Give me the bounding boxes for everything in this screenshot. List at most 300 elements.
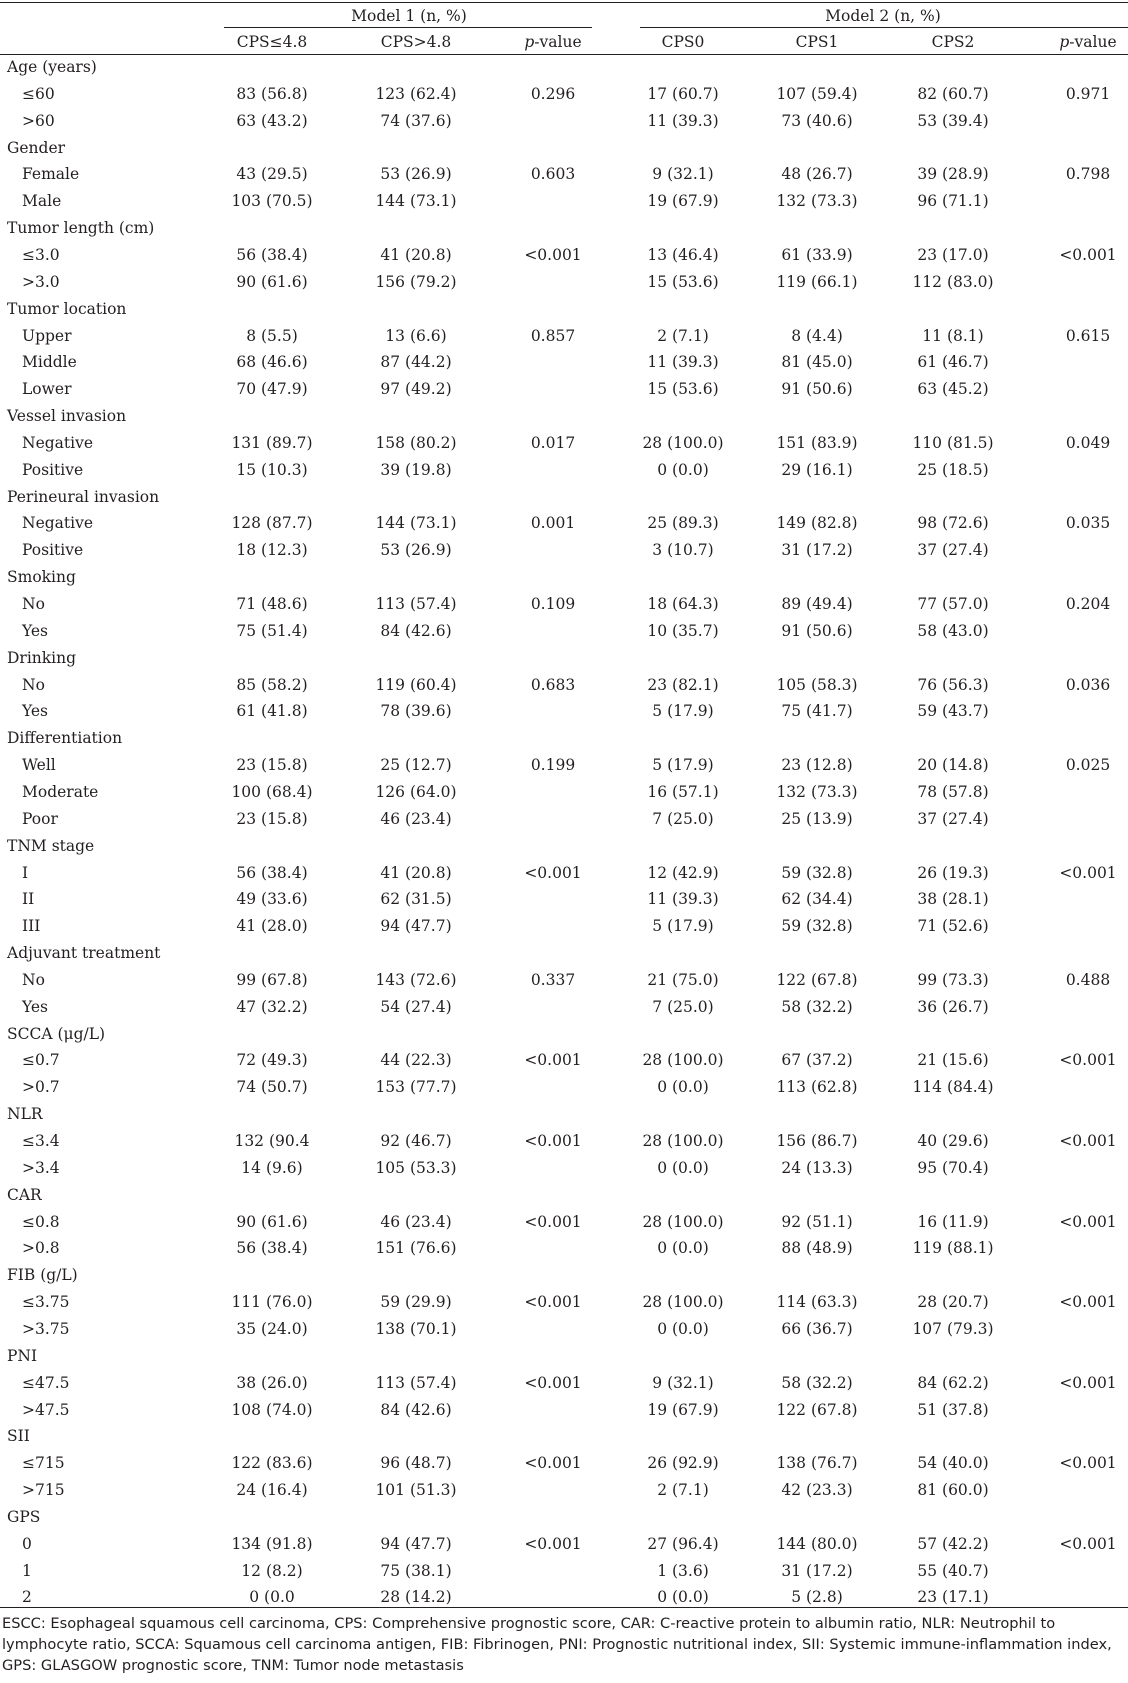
cell-cps0: 23 (82.1) — [647, 676, 719, 694]
row-sublabel: Yes — [22, 998, 49, 1016]
cell-cps2: 77 (57.0) — [917, 595, 989, 613]
cell-cps-le-4-8: 56 (38.4) — [236, 246, 308, 264]
table-footnote: ESCC: Esophageal squamous cell carcinoma, CPS: Comprehensive prognostic score, CAR: C-reactive protein to albumin ratio, NLR: Neutrophil to lymphocyte ratio, SCCA: Squamous cell carcinoma antigen, FIB: Fibrinogen, PNI: Prognostic nutritional index, SII: Systemic immune-inflammation index, GPS: GLASGOW prognostic score, TNM: Tumor node metastasis — [2, 1615, 1112, 1674]
cell-cps0: 5 (17.9) — [652, 917, 714, 935]
cell-cps2: 78 (57.8) — [917, 783, 989, 801]
cell-p-value-model1: <0.001 — [524, 1293, 582, 1311]
cell-p-value-model2: <0.001 — [1059, 1051, 1117, 1069]
cell-cps-le-4-8: 56 (38.4) — [236, 1239, 308, 1257]
cell-cps2: 11 (8.1) — [922, 327, 984, 345]
cell-cps-le-4-8: 132 (90.4 — [234, 1132, 310, 1150]
cell-cps1: 67 (37.2) — [781, 1051, 853, 1069]
cell-cps-le-4-8: 85 (58.2) — [236, 676, 308, 694]
cell-cps2: 81 (60.0) — [917, 1481, 989, 1499]
cell-cps-le-4-8: 99 (67.8) — [236, 971, 308, 989]
cell-cps2: 54 (40.0) — [917, 1454, 989, 1472]
cell-cps-le-4-8: 23 (15.8) — [236, 810, 308, 828]
cell-cps-le-4-8: 14 (9.6) — [241, 1159, 303, 1177]
cell-cps1: 151 (83.9) — [776, 434, 858, 452]
cell-cps2: 76 (56.3) — [917, 676, 989, 694]
cell-cps-le-4-8: 63 (43.2) — [236, 112, 308, 130]
cell-p-value-model2: <0.001 — [1059, 246, 1117, 264]
cell-cps-gt-4-8: 46 (23.4) — [380, 810, 452, 828]
cell-cps0: 9 (32.1) — [652, 165, 714, 183]
cell-cps0: 7 (25.0) — [652, 810, 714, 828]
cell-cps-le-4-8: 68 (46.6) — [236, 353, 308, 371]
cell-cps0: 11 (39.3) — [647, 112, 719, 130]
cell-cps2: 26 (19.3) — [917, 864, 989, 882]
row-sublabel: ≤0.8 — [22, 1213, 60, 1231]
col-header-p-value-model1: p-value — [524, 33, 582, 51]
row-sublabel: III — [22, 917, 41, 935]
cell-cps-gt-4-8: 96 (48.7) — [380, 1454, 452, 1472]
cell-cps0: 1 (3.6) — [657, 1562, 709, 1580]
cell-cps2: 112 (83.0) — [912, 273, 994, 291]
cell-cps2: 96 (71.1) — [917, 192, 989, 210]
cell-cps-gt-4-8: 94 (47.7) — [380, 917, 452, 935]
cell-cps1: 89 (49.4) — [781, 595, 853, 613]
cell-cps-le-4-8: 74 (50.7) — [236, 1078, 308, 1096]
cell-cps1: 114 (63.3) — [776, 1293, 858, 1311]
cell-cps2: 20 (14.8) — [917, 756, 989, 774]
cell-cps1: 58 (32.2) — [781, 998, 853, 1016]
cell-cps-le-4-8: 111 (76.0) — [231, 1293, 313, 1311]
col-header-cps2: CPS2 — [931, 33, 975, 51]
cell-cps0: 0 (0.0) — [657, 1159, 709, 1177]
cell-cps-le-4-8: 103 (70.5) — [231, 192, 313, 210]
cell-cps-gt-4-8: 84 (42.6) — [380, 1401, 452, 1419]
cell-p-value-model1: 0.337 — [530, 971, 576, 989]
cell-cps-gt-4-8: 153 (77.7) — [375, 1078, 457, 1096]
cell-p-value-model1: <0.001 — [524, 864, 582, 882]
cell-cps-gt-4-8: 113 (57.4) — [375, 1374, 457, 1392]
cell-cps2: 82 (60.7) — [917, 85, 989, 103]
cell-cps1: 62 (34.4) — [781, 890, 853, 908]
row-sublabel: ≤715 — [22, 1454, 65, 1472]
cell-cps-gt-4-8: 87 (44.2) — [380, 353, 452, 371]
cell-cps2: 53 (39.4) — [917, 112, 989, 130]
row-category-label: Differentiation — [7, 729, 123, 747]
cell-cps-le-4-8: 49 (33.6) — [236, 890, 308, 908]
cell-cps-gt-4-8: 78 (39.6) — [380, 702, 452, 720]
cell-cps-le-4-8: 131 (89.7) — [231, 434, 313, 452]
cell-cps1: 61 (33.9) — [781, 246, 853, 264]
cell-cps0: 2 (7.1) — [657, 1481, 709, 1499]
cell-cps0: 10 (35.7) — [647, 622, 719, 640]
cell-cps-gt-4-8: 41 (20.8) — [380, 864, 452, 882]
cell-cps0: 7 (25.0) — [652, 998, 714, 1016]
cell-cps2: 55 (40.7) — [917, 1562, 989, 1580]
row-category-label: Perineural invasion — [7, 488, 160, 506]
cell-cps0: 19 (67.9) — [647, 192, 719, 210]
cell-cps1: 58 (32.2) — [781, 1374, 853, 1392]
cell-p-value-model1: <0.001 — [524, 1213, 582, 1231]
row-sublabel: Well — [22, 756, 56, 774]
col-header-cps0: CPS0 — [661, 33, 705, 51]
cell-cps1: 88 (48.9) — [781, 1239, 853, 1257]
cell-cps0: 5 (17.9) — [652, 756, 714, 774]
row-sublabel: 2 — [22, 1588, 32, 1606]
row-sublabel: ≤3.0 — [22, 246, 60, 264]
cell-cps-le-4-8: 90 (61.6) — [236, 273, 308, 291]
cell-cps1: 23 (12.8) — [781, 756, 853, 774]
cell-cps2: 107 (79.3) — [912, 1320, 994, 1338]
cell-cps1: 24 (13.3) — [781, 1159, 853, 1177]
row-category-label: SII — [7, 1427, 30, 1445]
cell-cps0: 0 (0.0) — [657, 461, 709, 479]
cell-cps-le-4-8: 122 (83.6) — [231, 1454, 313, 1472]
cell-cps0: 28 (100.0) — [642, 1293, 724, 1311]
cell-p-value-model2: <0.001 — [1059, 1293, 1117, 1311]
cell-cps-le-4-8: 70 (47.9) — [236, 380, 308, 398]
col-header-cps-le-4-8: CPS≤4.8 — [236, 33, 308, 51]
cell-p-value-model2: 0.798 — [1065, 165, 1111, 183]
cell-cps-gt-4-8: 44 (22.3) — [380, 1051, 452, 1069]
cell-cps-gt-4-8: 156 (79.2) — [375, 273, 457, 291]
cell-cps2: 63 (45.2) — [917, 380, 989, 398]
cell-cps-gt-4-8: 92 (46.7) — [380, 1132, 452, 1150]
cell-cps-gt-4-8: 46 (23.4) — [380, 1213, 452, 1231]
cell-cps-le-4-8: 83 (56.8) — [236, 85, 308, 103]
cell-cps-gt-4-8: 53 (26.9) — [380, 541, 452, 559]
cell-p-value-model2: 0.025 — [1065, 756, 1111, 774]
cell-cps0: 11 (39.3) — [647, 890, 719, 908]
row-category-label: NLR — [7, 1105, 43, 1123]
row-category-label: Age (years) — [7, 58, 97, 76]
cell-cps1: 144 (80.0) — [776, 1535, 858, 1553]
cell-cps-gt-4-8: 94 (47.7) — [380, 1535, 452, 1553]
row-sublabel: >60 — [22, 112, 55, 130]
cell-cps2: 114 (84.4) — [912, 1078, 994, 1096]
cell-cps2: 28 (20.7) — [917, 1293, 989, 1311]
row-sublabel: >3.75 — [22, 1320, 70, 1338]
cell-cps1: 113 (62.8) — [776, 1078, 858, 1096]
cell-cps-gt-4-8: 158 (80.2) — [375, 434, 457, 452]
cell-cps1: 91 (50.6) — [781, 622, 853, 640]
row-sublabel: Lower — [22, 380, 72, 398]
cell-cps2: 23 (17.0) — [917, 246, 989, 264]
cell-cps1: 91 (50.6) — [781, 380, 853, 398]
cell-cps-gt-4-8: 143 (72.6) — [375, 971, 457, 989]
cell-cps-le-4-8: 0 (0.0 — [249, 1588, 295, 1606]
row-sublabel: No — [22, 971, 45, 989]
cell-cps1: 119 (66.1) — [776, 273, 858, 291]
row-sublabel: >47.5 — [22, 1401, 70, 1419]
cell-p-value-model1: 0.857 — [530, 327, 576, 345]
cell-cps-gt-4-8: 138 (70.1) — [375, 1320, 457, 1338]
col-header-p-value-model2: p-value — [1059, 33, 1117, 51]
cell-cps-gt-4-8: 25 (12.7) — [380, 756, 452, 774]
cell-cps-le-4-8: 56 (38.4) — [236, 864, 308, 882]
cell-cps1: 31 (17.2) — [781, 1562, 853, 1580]
cell-cps1: 73 (40.6) — [781, 112, 853, 130]
cell-cps2: 61 (46.7) — [917, 353, 989, 371]
cell-cps1: 48 (26.7) — [781, 165, 853, 183]
cell-cps2: 25 (18.5) — [917, 461, 989, 479]
cell-cps-gt-4-8: 54 (27.4) — [380, 998, 452, 1016]
cell-cps-le-4-8: 61 (41.8) — [236, 702, 308, 720]
cell-cps-gt-4-8: 113 (57.4) — [375, 595, 457, 613]
cell-p-value-model2: <0.001 — [1059, 1132, 1117, 1150]
row-sublabel: Positive — [22, 541, 84, 559]
row-sublabel: Positive — [22, 461, 84, 479]
cell-cps0: 25 (89.3) — [647, 514, 719, 532]
cell-cps1: 66 (36.7) — [781, 1320, 853, 1338]
cell-cps1: 42 (23.3) — [781, 1481, 853, 1499]
row-sublabel: II — [22, 890, 35, 908]
cell-cps0: 17 (60.7) — [647, 85, 719, 103]
cell-cps2: 16 (11.9) — [917, 1213, 989, 1231]
cell-p-value-model2: 0.204 — [1065, 595, 1111, 613]
cell-cps2: 40 (29.6) — [917, 1132, 989, 1150]
row-category-label: Vessel invasion — [7, 407, 127, 425]
cell-p-value-model1: 0.603 — [530, 165, 576, 183]
cell-cps-gt-4-8: 101 (51.3) — [375, 1481, 457, 1499]
cell-p-value-model1: 0.199 — [530, 756, 576, 774]
cell-cps1: 122 (67.8) — [776, 971, 858, 989]
cell-cps2: 21 (15.6) — [917, 1051, 989, 1069]
cell-cps-le-4-8: 90 (61.6) — [236, 1213, 308, 1231]
cell-p-value-model1: 0.296 — [530, 85, 576, 103]
cell-cps0: 11 (39.3) — [647, 353, 719, 371]
cell-p-value-model2: 0.971 — [1065, 85, 1111, 103]
cell-cps2: 119 (88.1) — [912, 1239, 994, 1257]
cell-cps0: 16 (57.1) — [647, 783, 719, 801]
cell-cps1: 107 (59.4) — [776, 85, 858, 103]
cell-cps-le-4-8: 23 (15.8) — [236, 756, 308, 774]
cell-cps2: 38 (28.1) — [917, 890, 989, 908]
cell-cps-le-4-8: 100 (68.4) — [231, 783, 313, 801]
cell-cps-gt-4-8: 39 (19.8) — [380, 461, 452, 479]
cell-cps-gt-4-8: 123 (62.4) — [375, 85, 457, 103]
cell-cps1: 59 (32.8) — [781, 864, 853, 882]
cell-cps2: 71 (52.6) — [917, 917, 989, 935]
cell-cps1: 149 (82.8) — [776, 514, 858, 532]
cell-p-value-model2: <0.001 — [1059, 1374, 1117, 1392]
row-category-label: Tumor location — [7, 300, 127, 318]
cell-cps-gt-4-8: 59 (29.9) — [380, 1293, 452, 1311]
cell-cps1: 132 (73.3) — [776, 783, 858, 801]
row-sublabel: >3.0 — [22, 273, 60, 291]
row-sublabel: Upper — [22, 327, 72, 345]
cell-cps0: 15 (53.6) — [647, 380, 719, 398]
row-sublabel: Negative — [22, 514, 94, 532]
cell-cps-gt-4-8: 119 (60.4) — [375, 676, 457, 694]
cell-cps-gt-4-8: 151 (76.6) — [375, 1239, 457, 1257]
cell-p-value-model1: <0.001 — [524, 1374, 582, 1392]
cell-cps-le-4-8: 43 (29.5) — [236, 165, 308, 183]
cell-p-value-model2: 0.049 — [1065, 434, 1111, 452]
cell-p-value-model1: 0.017 — [530, 434, 576, 452]
cell-cps0: 21 (75.0) — [647, 971, 719, 989]
cell-cps2: 84 (62.2) — [917, 1374, 989, 1392]
cell-cps2: 98 (72.6) — [917, 514, 989, 532]
row-category-label: Gender — [7, 139, 66, 157]
cell-cps-gt-4-8: 74 (37.6) — [380, 112, 452, 130]
cell-cps1: 81 (45.0) — [781, 353, 853, 371]
model1-group-header: Model 1 (n, %) — [351, 7, 467, 25]
cell-cps-gt-4-8: 84 (42.6) — [380, 622, 452, 640]
cell-cps0: 26 (92.9) — [647, 1454, 719, 1472]
cell-cps2: 110 (81.5) — [912, 434, 994, 452]
cell-p-value-model2: 0.488 — [1065, 971, 1111, 989]
top-rule — [0, 2, 1128, 3]
cell-cps2: 23 (17.1) — [917, 1588, 989, 1606]
cell-cps-le-4-8: 38 (26.0) — [236, 1374, 308, 1392]
cell-cps-le-4-8: 47 (32.2) — [236, 998, 308, 1016]
row-sublabel: Yes — [22, 702, 49, 720]
cell-cps-le-4-8: 8 (5.5) — [246, 327, 298, 345]
cell-cps0: 5 (17.9) — [652, 702, 714, 720]
row-sublabel: No — [22, 595, 45, 613]
row-sublabel: 1 — [22, 1562, 32, 1580]
cell-cps0: 0 (0.0) — [657, 1588, 709, 1606]
cell-p-value-model2: 0.615 — [1065, 327, 1111, 345]
cell-cps-gt-4-8: 97 (49.2) — [380, 380, 452, 398]
row-category-label: TNM stage — [7, 837, 95, 855]
row-sublabel: 0 — [22, 1535, 32, 1553]
cell-cps2: 37 (27.4) — [917, 810, 989, 828]
cell-cps-gt-4-8: 144 (73.1) — [375, 514, 457, 532]
cell-cps-le-4-8: 108 (74.0) — [231, 1401, 313, 1419]
model2-group-header: Model 2 (n, %) — [825, 7, 941, 25]
row-sublabel: Yes — [22, 622, 49, 640]
header-bottom-rule — [0, 54, 1128, 55]
cell-cps-gt-4-8: 144 (73.1) — [375, 192, 457, 210]
cell-p-value-model1: 0.109 — [530, 595, 576, 613]
cell-cps-le-4-8: 35 (24.0) — [236, 1320, 308, 1338]
row-category-label: Smoking — [7, 568, 76, 586]
cell-cps-gt-4-8: 13 (6.6) — [385, 327, 447, 345]
row-sublabel: >0.8 — [22, 1239, 60, 1257]
cell-cps1: 132 (73.3) — [776, 192, 858, 210]
row-sublabel: ≤0.7 — [22, 1051, 60, 1069]
cell-cps0: 18 (64.3) — [647, 595, 719, 613]
cell-cps2: 37 (27.4) — [917, 541, 989, 559]
cell-cps2: 99 (73.3) — [917, 971, 989, 989]
cell-cps1: 156 (86.7) — [776, 1132, 858, 1150]
row-sublabel: No — [22, 676, 45, 694]
row-sublabel: Moderate — [22, 783, 99, 801]
cell-p-value-model1: <0.001 — [524, 1051, 582, 1069]
row-sublabel: Male — [22, 192, 62, 210]
cell-cps-le-4-8: 75 (51.4) — [236, 622, 308, 640]
row-category-label: Tumor length (cm) — [7, 219, 155, 237]
cell-cps0: 28 (100.0) — [642, 1051, 724, 1069]
cell-p-value-model1: <0.001 — [524, 1454, 582, 1472]
cell-p-value-model1: 0.001 — [530, 514, 576, 532]
cell-cps1: 92 (51.1) — [781, 1213, 853, 1231]
row-sublabel: >715 — [22, 1481, 65, 1499]
cell-cps2: 36 (26.7) — [917, 998, 989, 1016]
cell-cps0: 28 (100.0) — [642, 434, 724, 452]
cell-cps0: 0 (0.0) — [657, 1320, 709, 1338]
cell-p-value-model1: <0.001 — [524, 1132, 582, 1150]
cell-p-value-model1: 0.683 — [530, 676, 576, 694]
cell-cps-le-4-8: 18 (12.3) — [236, 541, 308, 559]
row-sublabel: Poor — [22, 810, 58, 828]
row-sublabel: >3.4 — [22, 1159, 60, 1177]
cell-p-value-model2: <0.001 — [1059, 864, 1117, 882]
cell-p-value-model2: 0.036 — [1065, 676, 1111, 694]
cell-cps0: 28 (100.0) — [642, 1213, 724, 1231]
row-category-label: Adjuvant treatment — [7, 944, 161, 962]
row-category-label: Drinking — [7, 649, 77, 667]
cell-cps-gt-4-8: 126 (64.0) — [375, 783, 457, 801]
cell-cps0: 3 (10.7) — [652, 541, 714, 559]
cell-cps2: 57 (42.2) — [917, 1535, 989, 1553]
cell-cps-gt-4-8: 62 (31.5) — [380, 890, 452, 908]
cell-cps0: 19 (67.9) — [647, 1401, 719, 1419]
cell-cps2: 51 (37.8) — [917, 1401, 989, 1419]
model2-underline — [640, 27, 1128, 28]
cell-p-value-model2: <0.001 — [1059, 1213, 1117, 1231]
cell-cps2: 58 (43.0) — [917, 622, 989, 640]
row-sublabel: ≤3.4 — [22, 1132, 60, 1150]
cell-cps0: 13 (46.4) — [647, 246, 719, 264]
cell-p-value-model1: <0.001 — [524, 246, 582, 264]
cell-cps0: 0 (0.0) — [657, 1078, 709, 1096]
cell-cps1: 75 (41.7) — [781, 702, 853, 720]
row-sublabel: I — [22, 864, 29, 882]
row-sublabel: >0.7 — [22, 1078, 60, 1096]
cell-cps0: 2 (7.1) — [657, 327, 709, 345]
row-sublabel: ≤47.5 — [22, 1374, 70, 1392]
cell-cps1: 29 (16.1) — [781, 461, 853, 479]
cell-cps-le-4-8: 72 (49.3) — [236, 1051, 308, 1069]
cell-p-value-model2: 0.035 — [1065, 514, 1111, 532]
cell-cps-gt-4-8: 53 (26.9) — [380, 165, 452, 183]
cell-cps-le-4-8: 12 (8.2) — [241, 1562, 303, 1580]
cell-cps1: 5 (2.8) — [791, 1588, 843, 1606]
cell-cps-le-4-8: 128 (87.7) — [231, 514, 313, 532]
row-category-label: CAR — [7, 1186, 42, 1204]
cell-cps1: 59 (32.8) — [781, 917, 853, 935]
row-sublabel: ≤3.75 — [22, 1293, 70, 1311]
cell-cps1: 105 (58.3) — [776, 676, 858, 694]
row-category-label: FIB (g/L) — [7, 1266, 78, 1284]
cell-cps-le-4-8: 134 (91.8) — [231, 1535, 313, 1553]
row-sublabel: Middle — [22, 353, 77, 371]
row-sublabel: ≤60 — [22, 85, 55, 103]
cell-cps2: 39 (28.9) — [917, 165, 989, 183]
cell-cps-le-4-8: 71 (48.6) — [236, 595, 308, 613]
cell-cps0: 15 (53.6) — [647, 273, 719, 291]
cell-cps0: 27 (96.4) — [647, 1535, 719, 1553]
cell-cps0: 9 (32.1) — [652, 1374, 714, 1392]
cell-cps1: 8 (4.4) — [791, 327, 843, 345]
row-sublabel: Negative — [22, 434, 94, 452]
cell-cps-le-4-8: 15 (10.3) — [236, 461, 308, 479]
cell-cps1: 31 (17.2) — [781, 541, 853, 559]
cell-cps0: 28 (100.0) — [642, 1132, 724, 1150]
model1-underline — [224, 27, 592, 28]
bottom-rule — [0, 1607, 1128, 1608]
row-category-label: PNI — [7, 1347, 38, 1365]
cell-cps0: 0 (0.0) — [657, 1239, 709, 1257]
cell-cps0: 12 (42.9) — [647, 864, 719, 882]
cell-p-value-model2: <0.001 — [1059, 1535, 1117, 1553]
col-header-cps1: CPS1 — [795, 33, 839, 51]
cell-cps-gt-4-8: 41 (20.8) — [380, 246, 452, 264]
cell-cps1: 138 (76.7) — [776, 1454, 858, 1472]
cell-cps1: 122 (67.8) — [776, 1401, 858, 1419]
cell-cps-le-4-8: 41 (28.0) — [236, 917, 308, 935]
row-sublabel: Female — [22, 165, 80, 183]
row-category-label: GPS — [7, 1508, 41, 1526]
cell-p-value-model1: <0.001 — [524, 1535, 582, 1553]
cell-cps-gt-4-8: 105 (53.3) — [375, 1159, 457, 1177]
